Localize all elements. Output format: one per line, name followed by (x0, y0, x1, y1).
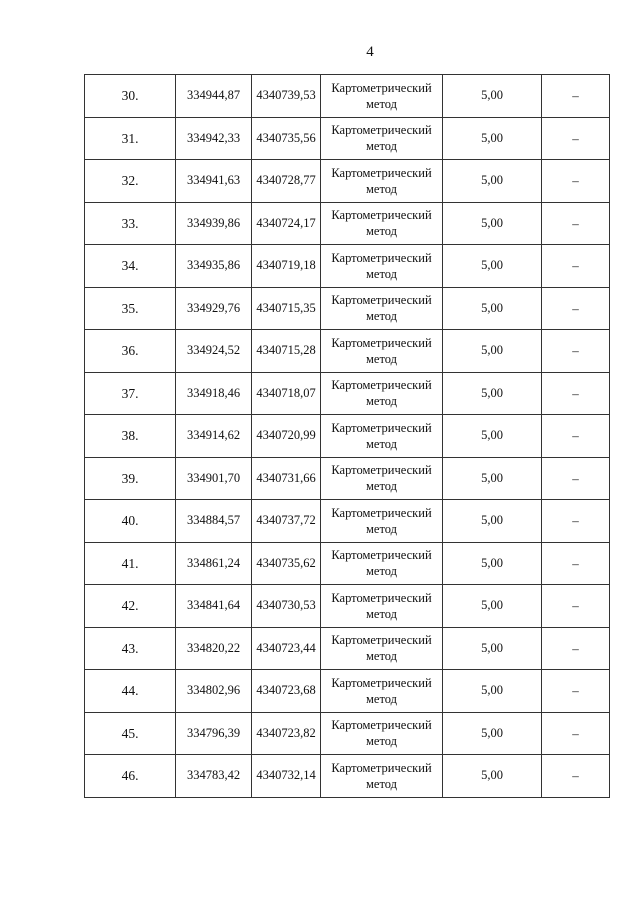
coord-y-cell: 4340739,53 (252, 75, 321, 118)
coord-x-cell: 334924,52 (176, 330, 252, 373)
table-row (85, 330, 610, 373)
note-cell: – (542, 457, 610, 500)
point-number-cell: 35. (85, 287, 176, 330)
coord-x-cell: 334944,87 (176, 75, 252, 118)
method-line-2: метод (365, 351, 397, 366)
method-line-2: метод (365, 776, 397, 791)
coord-y-cell: 4340735,56 (252, 117, 321, 160)
method-line-1: Картометрический (331, 463, 432, 478)
coordinates-table (84, 74, 610, 798)
accuracy-cell: 5,00 (443, 415, 542, 458)
method-line-2: метод (365, 309, 397, 324)
method-line-2: метод (365, 521, 397, 536)
method-cell (321, 755, 443, 798)
method-line-2: метод (365, 96, 397, 111)
note-cell: – (542, 500, 610, 543)
accuracy-cell: 5,00 (443, 755, 542, 798)
coord-x-cell: 334796,39 (176, 712, 252, 755)
method-line-1: Картометрический (331, 718, 432, 733)
coord-y-cell: 4340715,35 (252, 287, 321, 330)
coord-x-cell: 334802,96 (176, 670, 252, 713)
method-line-1: Картометрический (331, 548, 432, 563)
coord-x-cell: 334783,42 (176, 755, 252, 798)
method-line-1: Картометрический (331, 80, 432, 95)
method-cell (321, 585, 443, 628)
method-line-1: Картометрический (331, 335, 432, 350)
method-cell (321, 627, 443, 670)
method-line-1: Картометрический (331, 420, 432, 435)
method-line-1: Картометрический (331, 208, 432, 223)
method-line-2: метод (365, 224, 397, 239)
method-line-1: Картометрический (331, 293, 432, 308)
coord-y-cell: 4340723,44 (252, 627, 321, 670)
point-number-cell: 37. (85, 372, 176, 415)
point-number-cell: 33. (85, 202, 176, 245)
accuracy-cell: 5,00 (443, 500, 542, 543)
method-line-1: Картометрический (331, 675, 432, 690)
coord-x-cell: 334918,46 (176, 372, 252, 415)
point-number-cell: 30. (85, 75, 176, 118)
method-line-2: метод (365, 394, 397, 409)
coord-x-cell: 334929,76 (176, 287, 252, 330)
table-row (85, 245, 610, 288)
coord-x-cell: 334820,22 (176, 627, 252, 670)
accuracy-cell: 5,00 (443, 75, 542, 118)
method-line-1: Картометрический (331, 590, 432, 605)
coord-y-cell: 4340724,17 (252, 202, 321, 245)
note-cell: – (542, 160, 610, 203)
note-cell: – (542, 542, 610, 585)
coord-x-cell: 334914,62 (176, 415, 252, 458)
point-number-cell: 43. (85, 627, 176, 670)
method-line-2: метод (365, 691, 397, 706)
note-cell: – (542, 627, 610, 670)
method-line-1: Картометрический (331, 633, 432, 648)
note-cell: – (542, 415, 610, 458)
method-cell (321, 330, 443, 373)
method-line-2: метод (365, 564, 397, 579)
page-number: 4 (366, 44, 374, 60)
point-number-cell: 38. (85, 415, 176, 458)
method-cell (321, 245, 443, 288)
table-row (85, 117, 610, 160)
accuracy-cell: 5,00 (443, 627, 542, 670)
table-row (85, 755, 610, 798)
point-number-cell: 39. (85, 457, 176, 500)
table-row (85, 287, 610, 330)
accuracy-cell: 5,00 (443, 585, 542, 628)
coord-y-cell: 4340730,53 (252, 585, 321, 628)
method-cell (321, 160, 443, 203)
coord-x-cell: 334941,63 (176, 160, 252, 203)
point-number-cell: 46. (85, 755, 176, 798)
point-number-cell: 42. (85, 585, 176, 628)
accuracy-cell: 5,00 (443, 330, 542, 373)
note-cell: – (542, 245, 610, 288)
method-line-1: Картометрический (331, 250, 432, 265)
note-cell: – (542, 75, 610, 118)
method-cell (321, 372, 443, 415)
method-cell (321, 117, 443, 160)
coord-y-cell: 4340718,07 (252, 372, 321, 415)
method-cell (321, 500, 443, 543)
coord-y-cell: 4340719,18 (252, 245, 321, 288)
accuracy-cell: 5,00 (443, 160, 542, 203)
accuracy-cell: 5,00 (443, 245, 542, 288)
method-cell (321, 415, 443, 458)
method-line-2: метод (365, 734, 397, 749)
coord-y-cell: 4340715,28 (252, 330, 321, 373)
method-line-2: метод (365, 181, 397, 196)
point-number-cell: 41. (85, 542, 176, 585)
coord-y-cell: 4340732,14 (252, 755, 321, 798)
point-number-cell: 31. (85, 117, 176, 160)
coord-x-cell: 334901,70 (176, 457, 252, 500)
table-row (85, 627, 610, 670)
note-cell: – (542, 117, 610, 160)
method-line-2: метод (365, 649, 397, 664)
note-cell: – (542, 202, 610, 245)
point-number-cell: 36. (85, 330, 176, 373)
coord-y-cell: 4340737,72 (252, 500, 321, 543)
coord-x-cell: 334884,57 (176, 500, 252, 543)
table-row (85, 75, 610, 118)
table-row (85, 372, 610, 415)
accuracy-cell: 5,00 (443, 670, 542, 713)
method-line-1: Картометрический (331, 165, 432, 180)
accuracy-cell: 5,00 (443, 372, 542, 415)
accuracy-cell: 5,00 (443, 117, 542, 160)
accuracy-cell: 5,00 (443, 287, 542, 330)
note-cell: – (542, 755, 610, 798)
coord-y-cell: 4340728,77 (252, 160, 321, 203)
note-cell: – (542, 330, 610, 373)
method-line-1: Картометрический (331, 505, 432, 520)
point-number-cell: 40. (85, 500, 176, 543)
coord-x-cell: 334935,86 (176, 245, 252, 288)
note-cell: – (542, 670, 610, 713)
accuracy-cell: 5,00 (443, 202, 542, 245)
point-number-cell: 45. (85, 712, 176, 755)
coord-y-cell: 4340731,66 (252, 457, 321, 500)
table-row (85, 415, 610, 458)
coord-y-cell: 4340723,68 (252, 670, 321, 713)
coord-y-cell: 4340735,62 (252, 542, 321, 585)
method-line-1: Картометрический (331, 123, 432, 138)
method-cell (321, 457, 443, 500)
accuracy-cell: 5,00 (443, 457, 542, 500)
method-cell (321, 202, 443, 245)
method-line-2: метод (365, 266, 397, 281)
coord-y-cell: 4340723,82 (252, 712, 321, 755)
accuracy-cell: 5,00 (443, 712, 542, 755)
note-cell: – (542, 287, 610, 330)
table-row (85, 670, 610, 713)
method-cell (321, 287, 443, 330)
note-cell: – (542, 585, 610, 628)
table-row (85, 585, 610, 628)
table-row (85, 202, 610, 245)
method-line-1: Картометрический (331, 378, 432, 393)
method-cell (321, 712, 443, 755)
table-row (85, 542, 610, 585)
method-cell (321, 670, 443, 713)
coord-x-cell: 334939,86 (176, 202, 252, 245)
method-line-2: метод (365, 436, 397, 451)
method-line-2: метод (365, 606, 397, 621)
table-body (85, 75, 610, 798)
point-number-cell: 32. (85, 160, 176, 203)
table-row (85, 160, 610, 203)
method-line-2: метод (365, 479, 397, 494)
table-row (85, 712, 610, 755)
table-row (85, 500, 610, 543)
coord-x-cell: 334841,64 (176, 585, 252, 628)
method-line-2: метод (365, 139, 397, 154)
table-row (85, 457, 610, 500)
note-cell: – (542, 372, 610, 415)
method-cell (321, 542, 443, 585)
note-cell: – (542, 712, 610, 755)
method-line-1: Картометрический (331, 760, 432, 775)
accuracy-cell: 5,00 (443, 542, 542, 585)
point-number-cell: 34. (85, 245, 176, 288)
coord-x-cell: 334942,33 (176, 117, 252, 160)
coord-y-cell: 4340720,99 (252, 415, 321, 458)
method-cell (321, 75, 443, 118)
point-number-cell: 44. (85, 670, 176, 713)
coord-x-cell: 334861,24 (176, 542, 252, 585)
